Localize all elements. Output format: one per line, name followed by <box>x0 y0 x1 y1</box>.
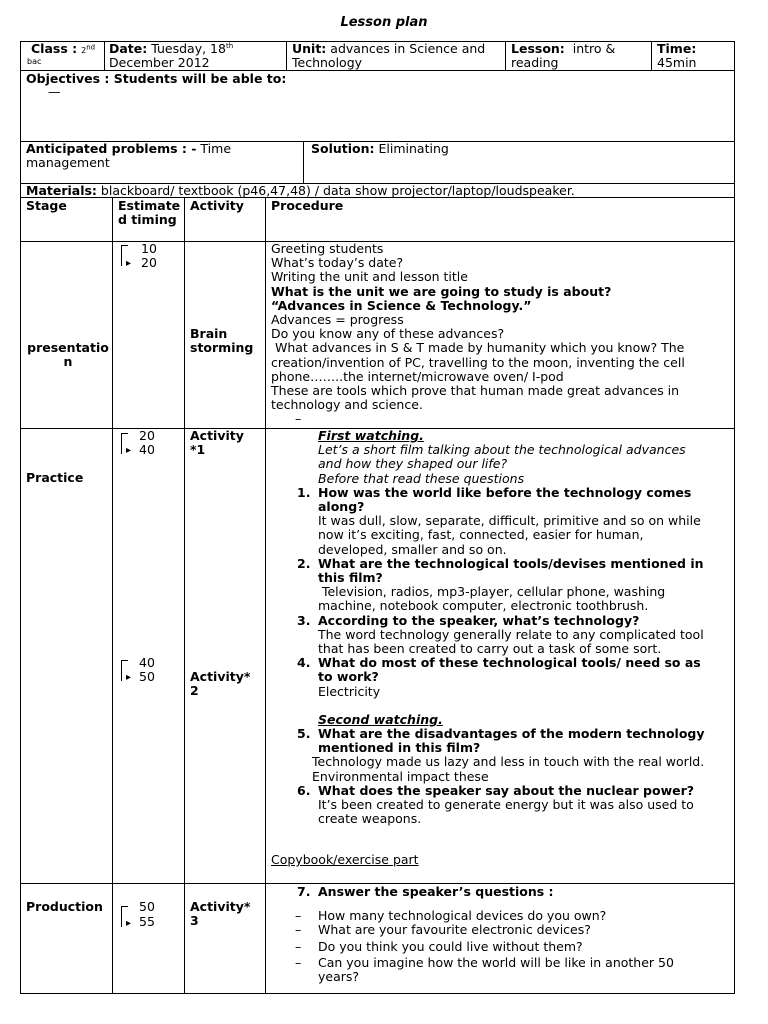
activity-1: Activity *1 <box>190 428 244 458</box>
class-label: Class : <box>31 41 78 56</box>
question-3: 3. According to the speaker, what’s technology? The word technology generally relate to any complicated tool that has been created to carry out a task of some sort. <box>297 612 704 657</box>
question-7: 7. Answer the speaker’s questions : <box>297 884 554 899</box>
solution-cell <box>311 142 449 156</box>
time-cell <box>657 42 727 70</box>
proc-dash: – <box>295 411 302 427</box>
time-value: 45min <box>657 55 697 71</box>
class-suffix: bac <box>27 57 42 66</box>
col-activity: Activity <box>190 198 244 213</box>
first-watching: First watching. <box>318 428 424 443</box>
intro-line: Let’s a short film talking about the technological advances <box>318 442 686 458</box>
proc-line: What’s today’s date? <box>271 255 404 271</box>
intro-line: Before that read these questions <box>318 470 525 486</box>
page-title: Lesson plan <box>340 15 428 30</box>
materials-value: blackboard/ textbook (p46,47,48) / data show projector/laptop/loudspeaker. <box>100 183 575 198</box>
activity-brainstorming: Brain storming <box>190 326 254 356</box>
date-value: Tuesday, 18th <box>151 41 234 56</box>
col-procedure: Procedure <box>271 198 344 213</box>
activity-2: Activity* 2 <box>190 669 251 699</box>
question-1: 1. How was the world like before the technology comes along? It was dull, slow, separate, difficult, primitive and so on while now it’s exciting, fast, connected, easier for human, developed, smaller and so on. <box>297 484 701 557</box>
solution-label: Solution: <box>311 141 375 156</box>
solution-value: Eliminating <box>378 141 449 156</box>
list-item: – How many technological devices do you own? <box>295 908 607 924</box>
proc-line: What advances in S & T made by humanity which you know? The <box>271 340 685 356</box>
date-cell <box>109 42 284 70</box>
lesson-cell <box>511 42 646 70</box>
list-item: – Can you imagine how the world will be like in another 50 years? <box>295 954 674 985</box>
activity-3: Activity* 3 <box>190 899 251 929</box>
procedure-presentation <box>271 242 731 427</box>
proc-line: Writing the unit and lesson title <box>271 269 468 285</box>
proc-line: Greeting students <box>271 241 384 256</box>
proc-line: phone……..the internet/microwave oven/ I-pod <box>271 368 564 384</box>
procedure-practice <box>271 429 731 868</box>
stage-practice: Practice <box>26 470 84 485</box>
date-label: Date: <box>109 41 148 56</box>
problems-value: Time management <box>26 141 232 171</box>
proc-line: “Advances in Science & Technology.” <box>271 297 532 313</box>
proc-line: What is the unit we are going to study is about? <box>271 283 612 299</box>
proc-line: Advances = progress <box>271 312 404 328</box>
unit-value: advances in Science and Technology <box>292 41 486 71</box>
question-6: 6. What does the speaker say about the nuclear power? It’s been created to generate energy but it was also used to create weapons. <box>297 782 695 827</box>
copybook-link: Copybook/exercise part <box>271 852 419 868</box>
class-value: 2nd <box>81 43 96 55</box>
col-timing: Estimated timing <box>118 198 181 228</box>
procedure-production <box>271 885 731 984</box>
intro-line: and how they shaped our life? <box>318 456 508 472</box>
col-stage: Stage <box>26 198 67 213</box>
materials-label: Materials: <box>26 183 97 198</box>
materials-cell <box>26 184 575 198</box>
lesson-value: intro & reading <box>511 41 616 71</box>
question-4: 4. What do most of these technological tools/ need so as to work? Electricity <box>297 655 701 699</box>
unit-cell <box>292 42 502 70</box>
objectives-dash: — <box>48 84 61 99</box>
class-cell <box>31 42 95 58</box>
proc-line: creation/invention of PC, travelling to the moon, inventing the cell <box>271 354 685 370</box>
second-watching: Second watching. <box>318 711 443 727</box>
proc-line: These are tools which prove that human made great advances in <box>271 383 680 399</box>
proc-line: Do you know any of these advances? <box>271 326 505 342</box>
problems-label: Anticipated problems : - <box>26 141 197 156</box>
stage-production: Production <box>26 899 103 914</box>
objectives-label: Objectives : Students will be able to: <box>26 71 287 86</box>
stage-presentation: presentation <box>27 340 109 370</box>
date-value-2: December 2012 <box>109 55 210 71</box>
unit-label: Unit: <box>292 41 327 56</box>
question-2: 2. What are the technological tools/devises mentioned in this film? Television, radios, mp3-player, cellular phone, washing machine, notebook computer, electronic toothbrush. <box>297 555 704 614</box>
problems-cell <box>26 142 298 170</box>
list-item: – What are your favourite electronic devices? <box>295 922 591 938</box>
proc-line: technology and science. <box>271 397 423 413</box>
list-item: – Do you think you could live without them? <box>295 938 583 954</box>
time-label: Time: <box>657 41 697 56</box>
lesson-label: Lesson: <box>511 41 565 56</box>
question-5: 5. What are the disadvantages of the modern technology mentioned in this film? Technology made us lazy and less in touch with the real world. Environmental impact these <box>297 726 705 784</box>
